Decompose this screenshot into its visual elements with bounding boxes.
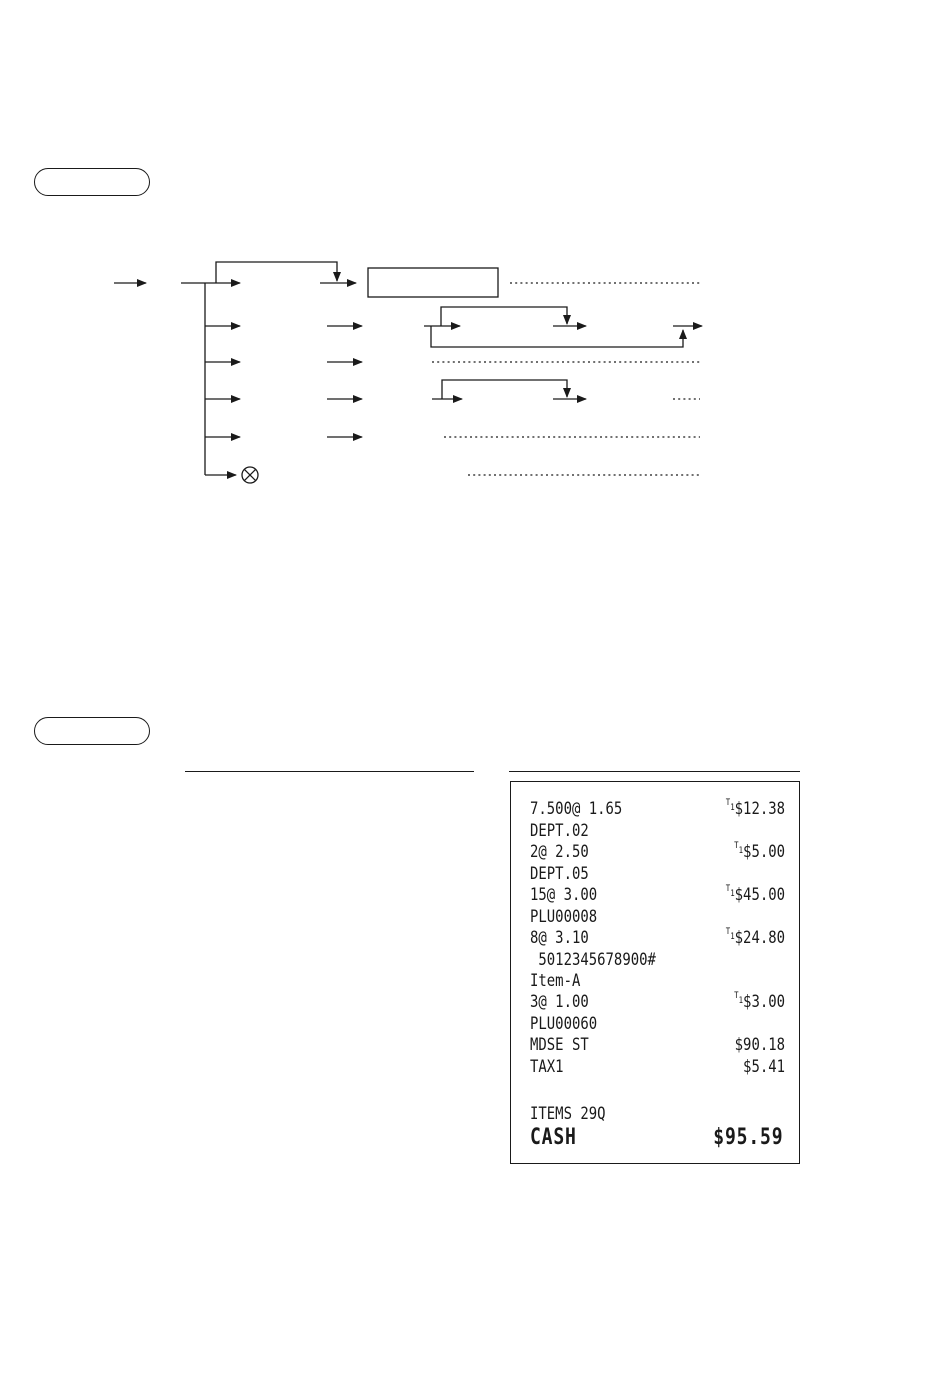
receipt-line: 5012345678900# <box>530 950 656 970</box>
bypass-loop <box>216 262 337 283</box>
receipt-cash-total <box>530 1125 784 1153</box>
print-header-rule <box>509 771 800 772</box>
tax-symbol: T1 <box>734 841 744 856</box>
receipt-line: MDSE ST $90.18 <box>530 1035 786 1055</box>
receipt-line: DEPT.02 <box>530 821 589 841</box>
receipt-line: PLU00060 <box>530 1014 598 1034</box>
printed-receipt <box>510 781 800 1164</box>
receipt-line: Item-A <box>530 971 581 991</box>
section-pill-example <box>34 717 150 745</box>
receipt-line: DEPT.05 <box>530 864 589 884</box>
tax-symbol: T1 <box>725 798 735 813</box>
row4-loop-top <box>442 380 567 399</box>
row2-loop-top <box>441 307 567 326</box>
row2-loop-bottom <box>431 326 683 347</box>
receipt-line: 3@ 1.00 $^{T1}$\$3.00 <box>530 991 786 1012</box>
receipt-line: PLU00008 <box>530 907 598 927</box>
receipt-line: 7.500@ 1.65 $^{T1}$\$12.38 <box>530 798 786 819</box>
receipt-line: 2@ 2.50 $^{T1}$\$5.00 <box>530 841 786 862</box>
receipt-line: 8@ 3.10 $^{T1}$\$24.80 <box>530 927 786 948</box>
cash-label: CASH <box>530 1125 577 1150</box>
receipt-items-count: ITEMS 29Q <box>530 1104 606 1124</box>
cash-amount: $95.59 <box>713 1125 784 1150</box>
tax-symbol: T1 <box>734 991 744 1006</box>
tax-symbol: T1 <box>725 884 735 899</box>
key-sequence-diagram <box>0 0 950 520</box>
cancel-x-circle-icon <box>242 467 258 483</box>
tax-symbol: T1 <box>725 927 735 942</box>
receipt-line: TAX1 $5.41 <box>530 1057 786 1077</box>
key-operation-header-rule <box>185 771 474 772</box>
entry-box <box>368 268 498 297</box>
receipt-line: 15@ 3.00 $^{T1}$\$45.00 <box>530 884 786 905</box>
